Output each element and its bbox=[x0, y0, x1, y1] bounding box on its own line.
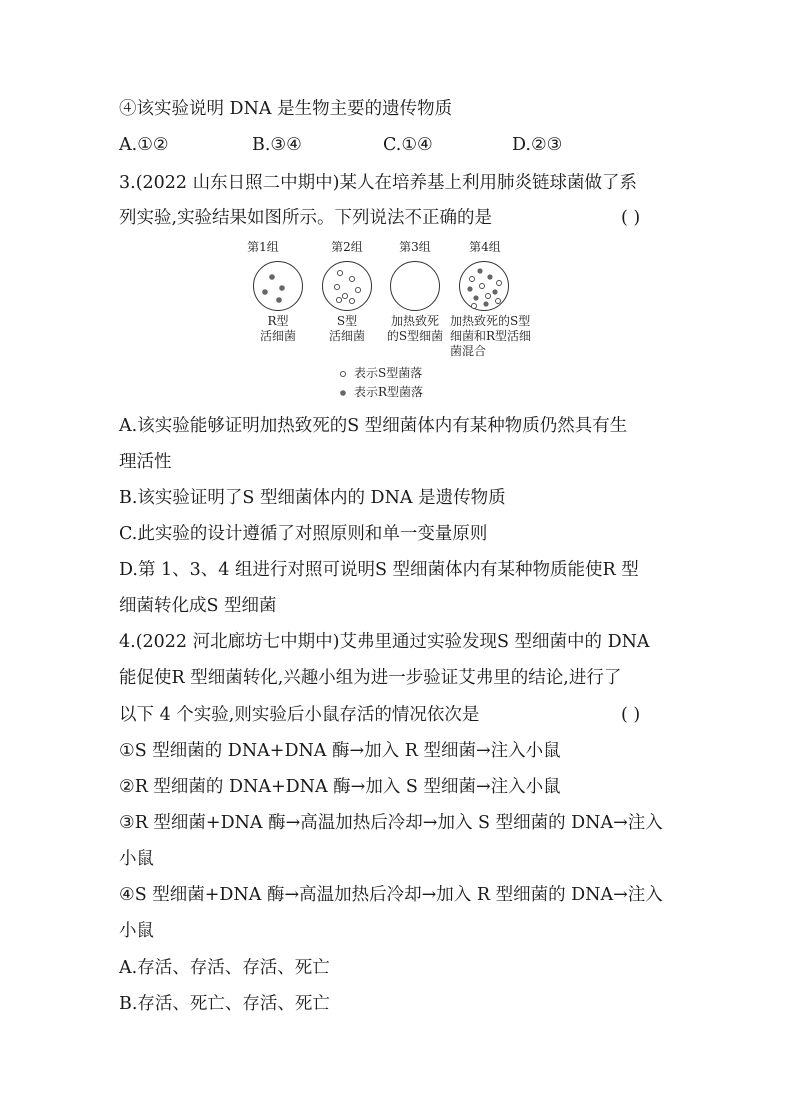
s-colony bbox=[355, 287, 360, 292]
group-2-title: 第2组 bbox=[331, 240, 363, 254]
q4-option-a: A.存活、存活、存活、死亡 bbox=[119, 958, 330, 978]
s-colony bbox=[342, 293, 347, 298]
r-colony bbox=[492, 289, 497, 294]
q4-stem-line-1: 4.(2022 河北廊坊七中期中)艾弗里通过实验发现S 型细菌中的 DNA bbox=[119, 632, 650, 652]
q3-stem-line-2: 列实验,实验结果如图所示。下列说法不正确的是 bbox=[119, 208, 493, 228]
r-colony bbox=[483, 301, 488, 306]
r-colony bbox=[487, 274, 492, 279]
group-1-title: 第1组 bbox=[247, 240, 279, 254]
q2-option-c: C.①④ bbox=[383, 135, 433, 155]
q4-experiment-2: ②R 型细菌的 DNA+DNA 酶→加入 S 型细菌→注入小鼠 bbox=[119, 777, 561, 797]
r-colony bbox=[477, 268, 482, 273]
s-colony bbox=[349, 298, 354, 303]
group-4-desc-line-3: 菌混合 bbox=[450, 344, 487, 358]
s-colony bbox=[472, 304, 477, 309]
s-colony bbox=[334, 284, 339, 289]
r-colony bbox=[262, 289, 268, 295]
r-colony bbox=[279, 285, 285, 291]
group-1-desc-line-1: R型 bbox=[267, 314, 289, 328]
q3-stem-line-1: 3.(2022 山东日照二中期中)某人在培养基上利用肺炎链球菌做了系 bbox=[119, 173, 637, 193]
s-colony bbox=[480, 284, 485, 289]
q3-option-a-line-1: A.该实验能够证明加热致死的S 型细菌体内有某种物质仍然具有生 bbox=[119, 416, 628, 436]
group-3-desc-line-1: 加热致死 bbox=[390, 314, 439, 328]
q4-stem-line-2: 能促使R 型细菌转化,兴趣小组为进一步验证艾弗里的结论,进行了 bbox=[119, 668, 622, 688]
q4-option-b: B.存活、死亡、存活、死亡 bbox=[119, 994, 330, 1014]
r-colony bbox=[276, 297, 282, 303]
group-3-desc-line-2: 的S型细菌 bbox=[386, 329, 444, 343]
q3-option-d-line-2: 细菌转化成S 型细菌 bbox=[119, 596, 277, 616]
q4-experiment-1: ①S 型细菌的 DNA+DNA 酶→加入 R 型细菌→注入小鼠 bbox=[119, 741, 561, 761]
q4-experiment-4-line-2: 小鼠 bbox=[119, 921, 154, 941]
q3-option-a-line-2: 理活性 bbox=[119, 452, 172, 472]
r-colony bbox=[467, 286, 472, 291]
legend-s-marker bbox=[340, 371, 345, 376]
group-4-desc-line-1: 加热致死的S型 bbox=[450, 314, 531, 328]
group-1-desc-line-2: 活细菌 bbox=[259, 329, 296, 343]
s-colony bbox=[486, 294, 491, 299]
group-3-title: 第3组 bbox=[399, 240, 431, 254]
q2-option-d: D.②③ bbox=[512, 135, 563, 155]
q2-statement-4: ④该实验说明 DNA 是生物主要的遗传物质 bbox=[119, 99, 453, 119]
q4-experiment-4-line-1: ④S 型细菌+DNA 酶→高温加热后冷却→加入 R 型细菌的 DNA→注入 bbox=[119, 885, 663, 905]
group-4-desc bbox=[450, 314, 542, 359]
group-4-desc-line-2: 细菌和R型活细 bbox=[450, 329, 532, 343]
legend-r: 表示R型菌落 bbox=[354, 385, 424, 399]
group-2-desc-line-2: 活细菌 bbox=[328, 329, 365, 343]
q3-answer-paren: ( ) bbox=[621, 208, 641, 228]
group-1-desc bbox=[249, 314, 307, 344]
s-colony bbox=[349, 276, 354, 281]
s-colony bbox=[496, 299, 501, 304]
q4-experiment-3-line-1: ③R 型细菌+DNA 酶→高温加热后冷却→加入 S 型细菌的 DNA→注入 bbox=[119, 813, 663, 833]
r-colony bbox=[473, 295, 478, 300]
s-colony bbox=[337, 270, 342, 275]
q2-option-a: A.①② bbox=[119, 135, 169, 155]
q4-answer-paren: ( ) bbox=[621, 705, 641, 725]
q4-experiment-3-line-2: 小鼠 bbox=[119, 849, 154, 869]
s-colony bbox=[336, 297, 341, 302]
q2-option-b: B.③④ bbox=[252, 135, 302, 155]
group-2-desc-line-1: S型 bbox=[336, 314, 358, 328]
s-colony bbox=[497, 281, 502, 286]
q3-option-d-line-1: D.第 1、3、4 组进行对照可说明S 型细菌体内有某种物质能使R 型 bbox=[119, 560, 639, 580]
legend-s: 表示S型菌落 bbox=[354, 366, 423, 380]
q3-option-b: B.该实验证明了S 型细菌体内的 DNA 是遗传物质 bbox=[119, 488, 506, 508]
group-4-title: 第4组 bbox=[469, 240, 501, 254]
s-colony bbox=[470, 277, 475, 282]
legend-r-marker bbox=[340, 390, 346, 396]
r-colony bbox=[269, 274, 275, 280]
group-3-desc bbox=[382, 314, 448, 344]
q3-option-c: C.此实验的设计遵循了对照原则和单一变量原则 bbox=[119, 524, 488, 544]
group-2-desc bbox=[318, 314, 376, 344]
q4-stem-line-3: 以下 4 个实验,则实验后小鼠存活的情况依次是 bbox=[119, 705, 480, 725]
